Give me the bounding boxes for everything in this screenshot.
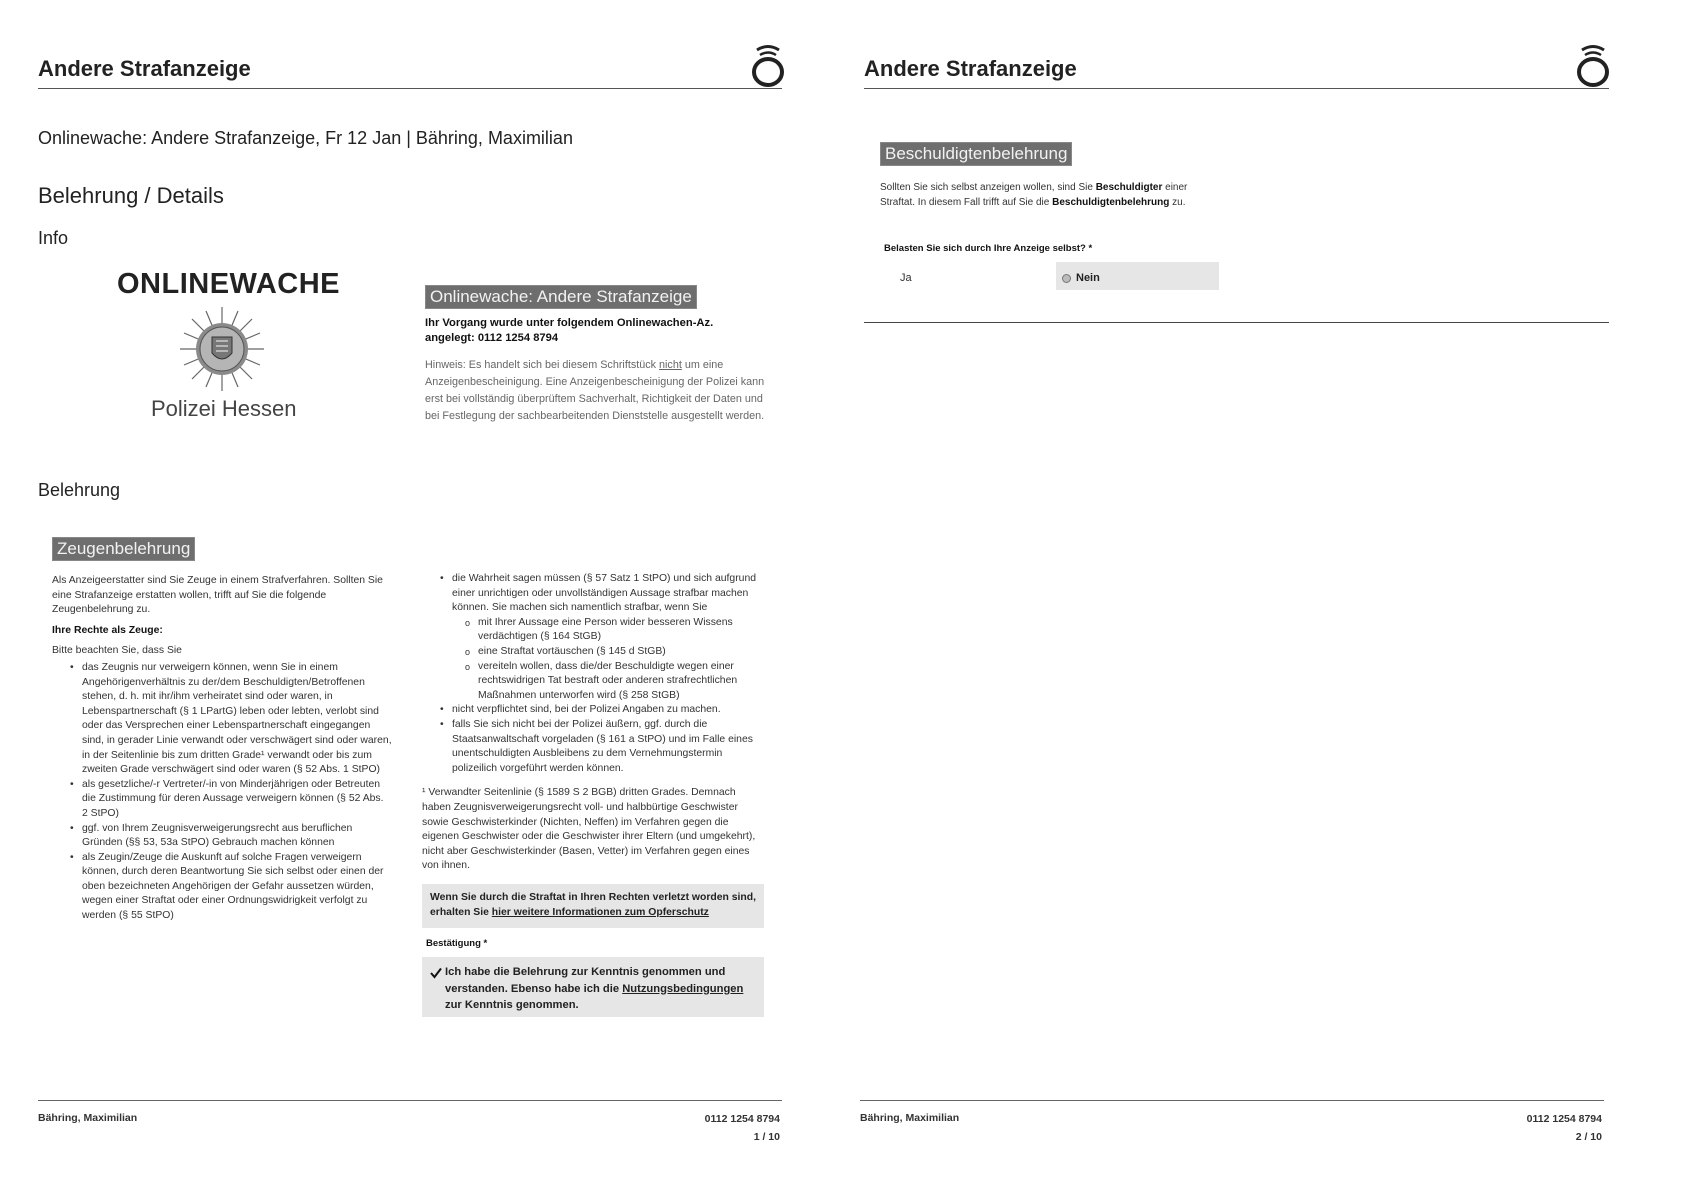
page-header-title: Andere Strafanzeige — [38, 56, 251, 81]
page-header-title: Andere Strafanzeige — [864, 56, 1077, 81]
footer-name: Bähring, Maximilian — [860, 1112, 960, 1124]
beschuldigten-text — [880, 181, 1220, 210]
duties-list — [422, 572, 762, 776]
duties-sublist — [452, 616, 762, 704]
terms-link[interactable]: Nutzungsbedingungen — [622, 982, 744, 995]
rights-title: Ihre Rechte als Zeuge: — [52, 624, 163, 636]
polizei-logo-icon — [1573, 42, 1613, 88]
az-line-2: angelegt: 0112 1254 8794 — [425, 331, 559, 344]
confirm-suffix: zur Kenntnis genommen. — [445, 999, 579, 1011]
list-item: • als gesetzliche/-r Vertreter/-in von Minderjährigen oder Betreuten die Zustimmung für deren Aussage verweigern können (§ 52 Abs. 2 StPO) — [82, 778, 392, 822]
footer-divider — [860, 1100, 1604, 1101]
beschuldigtenbelehrung-banner: Beschuldigtenbelehrung — [880, 142, 1072, 166]
option-no-content[interactable] — [1062, 271, 1100, 286]
list-item: o vereiteln wollen, dass die/der Beschuldigte wegen einer rechtswidrigen Tat bestraft oder anderen strafrechtlichen Maßnahmen unterworfen wird (§ 258 StGB) — [478, 660, 762, 704]
option-yes-label: Ja — [900, 272, 912, 284]
radio-selected-icon[interactable] — [1062, 274, 1071, 283]
footer-az: 0112 1254 8794 — [704, 1113, 780, 1125]
list-item: • als Zeugin/Zeuge die Auskunft auf solche Fragen verweigern können, durch deren Beantwortung Sie sich selbst oder einen der oben bezeichneten Angehörigen der Gefahr aussetzen würden, wegen einer Straftat oder einer Ordnungswidrigkeit verfolgt zu werden (§ 55 StPO) — [82, 851, 392, 924]
hint-suffix: um eine Anzeigenbescheinigung. Eine Anzeigenbescheinigung der Polizei kann erst bei vollständig überprüftem Sachverhalt, Richtigkeit der Daten und bei Festlegung der sachbearbeitenden Dienststelle ausgestellt werden. — [425, 359, 765, 422]
onlinewache-banner: Onlinewache: Andere Strafanzeige — [425, 285, 697, 309]
duties-text: die Wahrheit sagen müssen (§ 57 Satz 1 StPO) und sich aufgrund einer unrichtigen oder unvollständigen Aussage strafbar machen können. Sie machen sich namentlich strafbar, wenn Sie — [452, 573, 756, 614]
hint-prefix: Hinweis: Es handelt sich bei diesem Schriftstück — [425, 359, 660, 371]
option-yes[interactable] — [900, 271, 912, 286]
list-item: • nicht verpflichtet sind, bei der Polizei Angaben zu machen. — [452, 703, 762, 718]
text-bold-2: Beschuldigtenbelehrung — [1052, 196, 1170, 208]
confirm-text — [445, 964, 755, 1014]
text-suffix: zu. — [1169, 196, 1186, 208]
footer-page-number: 2 / 10 — [1575, 1131, 1602, 1143]
onlinewache-logo-title: ONLINEWACHE — [117, 268, 340, 300]
hint-underlined: nicht — [659, 359, 682, 371]
az-info — [425, 316, 765, 345]
text-bold-1: Beschuldigter — [1095, 182, 1163, 193]
list-item: • falls Sie sich nicht bei der Polizei äußern, ggf. durch die Staatsanwaltschaft vorgeladen (§ 161 a StPO) und im Falle eines unentschuldigten Ausbleibens zu dem Vernehmungstermin polizeilich vorgeführt werden können. — [452, 718, 762, 776]
list-item — [452, 572, 762, 703]
zeugen-intro: Als Anzeigeerstatter sind Sie Zeuge in einem Strafverfahren. Sollten Sie eine Strafanzeige erstatten wollen, trifft auf Sie die folgende Zeugenbelehrung zu. — [52, 575, 383, 616]
confirm-main: Ich habe die Belehrung zur Kenntnis genommen und verstanden. Ebenso habe ich die — [445, 966, 726, 995]
victim-text: Wenn Sie durch die Straftat in Ihren Rechten verletzt worden sind, erhalten Sie — [430, 892, 757, 918]
footer-az: 0112 1254 8794 — [1526, 1113, 1602, 1125]
footnote: ¹ Verwandter Seitenlinie (§ 1589 S 2 BGB) dritten Grades. Demnach haben Zeugnisverweigerungsrecht voll- und halbbürtige Geschwister sowie Geschwisterkinder (Nichten, Neffen) im Verfahren gegen die eigenen Geschwister oder die Geschwister ihrer Eltern (und umgekehrt), nicht aber Geschwisterkinder (Basen, Vetter) im Verfahren gegen eines von ihnen. — [422, 787, 756, 872]
list-item: • ggf. von Ihrem Zeugnisverweigerungsrecht aus beruflichen Gründen (§§ 53, 53a StPO) Gebrauch machen können — [82, 822, 392, 851]
text-mid: einer Straftat. In diesem Fall trifft auf Sie die — [880, 182, 1188, 208]
polizei-logo-icon — [748, 42, 788, 88]
section-divider — [864, 322, 1609, 323]
polizei-hessen-caption: Polizei Hessen — [151, 396, 297, 421]
hint-paragraph — [425, 357, 765, 425]
police-star-icon — [178, 305, 266, 393]
please-note: Bitte beachten Sie, dass Sie — [52, 645, 182, 657]
footer-page-number: 1 / 10 — [753, 1131, 780, 1143]
confirm-label: Bestätigung * — [426, 938, 488, 949]
zeugenbelehrung-banner: Zeugenbelehrung — [52, 537, 195, 561]
footer-divider — [38, 1100, 782, 1101]
list-item: • das Zeugnis nur verweigern können, wenn Sie in einem Angehörigenverhältnis zu der/dem Beschuldigten/Betroffenen stehen, d. h. mit ihr/ihm verheiratet sind oder waren, in Lebenspartnerschaft (§ 1 LPartG) leben oder lebten, verlobt sind oder das Versprechen einer Lebenspartnerschaft eingegangen sind, in gerader Linie verwandt oder verschwägert sind oder waren, in der Seitenlinie bis zum dritten Grade¹ verwandt oder bis zum zweiten Grade verschwägert sind oder waren (§ 52 Abs. 1 StPO) — [82, 661, 392, 778]
az-line-1: Ihr Vorgang wurde unter folgendem Onlinewachen-Az. — [425, 317, 714, 329]
zeugen-left-column — [52, 574, 392, 924]
text-prefix: Sollten Sie sich selbst anzeigen wollen, sind Sie — [880, 182, 1096, 193]
zeugen-right-column — [422, 572, 762, 874]
belehrung-label: Belehrung — [38, 480, 121, 500]
list-item: o mit Ihrer Aussage eine Person wider besseren Wissens verdächtigen (§ 164 StGB) — [478, 616, 762, 645]
victim-link[interactable]: hier weitere Informationen zum Opferschutz — [491, 906, 709, 918]
footer-name: Bähring, Maximilian — [38, 1112, 138, 1124]
header-divider — [864, 88, 1609, 89]
self-incrimination-question: Belasten Sie sich durch Ihre Anzeige selbst? * — [884, 243, 1093, 254]
document-page-1 — [0, 0, 800, 1199]
list-item: o eine Straftat vortäuschen (§ 145 d StGB) — [478, 645, 762, 660]
victim-info-text — [430, 891, 760, 920]
document-subtitle: Onlinewache: Andere Strafanzeige, Fr 12 Jan | Bähring, Maximilian — [38, 128, 573, 148]
checkmark-icon[interactable] — [430, 967, 442, 979]
section-title: Belehrung / Details — [38, 183, 224, 208]
rights-list — [52, 661, 392, 924]
info-label: Info — [38, 228, 69, 248]
header-divider — [38, 88, 782, 89]
option-no-label: Nein — [1076, 272, 1100, 284]
document-page-2 — [848, 0, 1696, 1199]
